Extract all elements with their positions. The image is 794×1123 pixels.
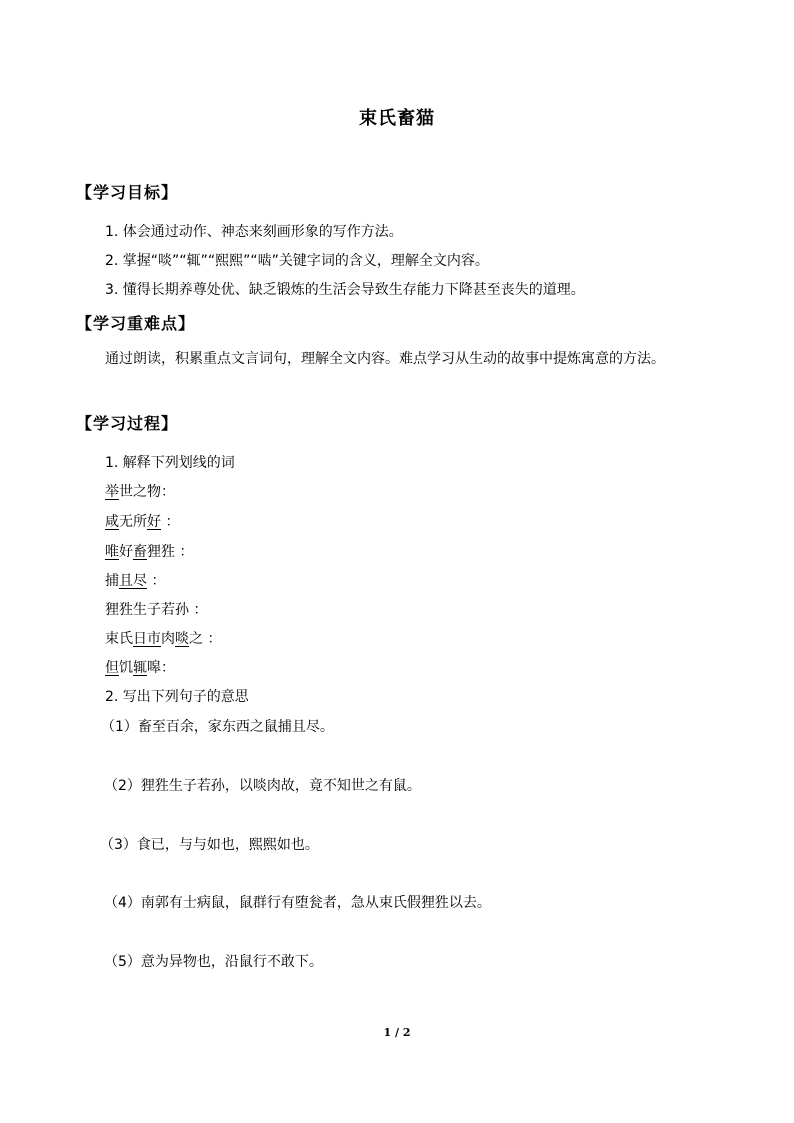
- vocab-text: 狸狌 ：: [147, 544, 194, 560]
- vocab-underlined: 啖: [175, 631, 189, 647]
- goal-item-3: 3. 懂得长期养尊处优、缺乏锻炼的生活会导致生存能力下降甚至丧失的道理。: [105, 282, 585, 298]
- vocab-text: ：: [151, 573, 166, 589]
- sentence-3: （3）食已，与与如也，熙熙如也。: [100, 837, 319, 853]
- vocab-text: 束氏: [105, 631, 133, 647]
- page-title: 束氏畜猫: [359, 108, 435, 129]
- page-number: 1 / 2: [383, 1026, 411, 1039]
- sentence-5: （5）意为异物也，沿鼠行不敢下。: [104, 954, 323, 970]
- vocab-underlined: 唯: [105, 544, 119, 560]
- process-heading: 【学习过程】: [76, 414, 179, 433]
- vocab-underlined: 好: [147, 514, 161, 530]
- goals-heading: 【学习目标】: [76, 183, 179, 202]
- sentence-1: （1）畜至百余，家东西之鼠捕且尽。: [101, 719, 334, 735]
- vocab-underlined: 日市: [133, 631, 161, 647]
- sentence-2: （2）狸狌生子若孙，以啖肉故，竟不知世之有鼠。: [104, 778, 421, 794]
- vocab-item-5: 狸狌生子若孙 ：: [105, 602, 208, 618]
- vocab-item-3: [105, 541, 193, 561]
- vocab-underlined: 举: [105, 484, 119, 500]
- vocab-underlined: 咸: [105, 514, 119, 530]
- vocab-text: 好: [119, 544, 133, 560]
- goal-item-1: 1. 体会通过动作、神态来刻画形象的写作方法。: [105, 224, 403, 240]
- focus-paragraph: 通过朗读，积累重点文言词句，理解全文内容。难点学习从生动的故事中提炼寓意的方法。: [105, 351, 665, 367]
- vocab-text: 世之物：: [119, 484, 175, 500]
- vocab-item-6: [105, 628, 221, 648]
- vocab-underlined: 但: [105, 660, 119, 676]
- vocab-text: 肉: [161, 631, 175, 647]
- vocab-text: 之 ：: [189, 631, 222, 647]
- vocab-item-2: [105, 511, 179, 531]
- vocab-text: 无所: [119, 514, 147, 530]
- vocab-underlined: 畜: [133, 544, 147, 560]
- question-2-label: 2. 写出下列句子的意思: [105, 689, 249, 705]
- sentence-4: （4）南郭有士病鼠，鼠群行有堕瓮者，急从束氏假狸狌以去。: [104, 895, 491, 911]
- vocab-item-1: [105, 481, 175, 501]
- vocab-item-4: [105, 570, 165, 590]
- goal-item-2: 2. 掌握“啖”“辄”“熙熙”“啮”关键字词的含义，理解全文内容。: [105, 253, 489, 269]
- vocab-underlined: 辄: [133, 660, 147, 676]
- vocab-text: 饥: [119, 660, 133, 676]
- focus-heading: 【学习重难点】: [76, 314, 196, 333]
- vocab-text: 捕: [105, 573, 119, 589]
- vocab-text: ：: [165, 514, 180, 530]
- vocab-text: 嗥：: [147, 660, 175, 676]
- vocab-underlined: 且尽: [119, 573, 147, 589]
- question-1-label: 1. 解释下列划线的词: [105, 455, 235, 471]
- vocab-item-7: [105, 657, 175, 677]
